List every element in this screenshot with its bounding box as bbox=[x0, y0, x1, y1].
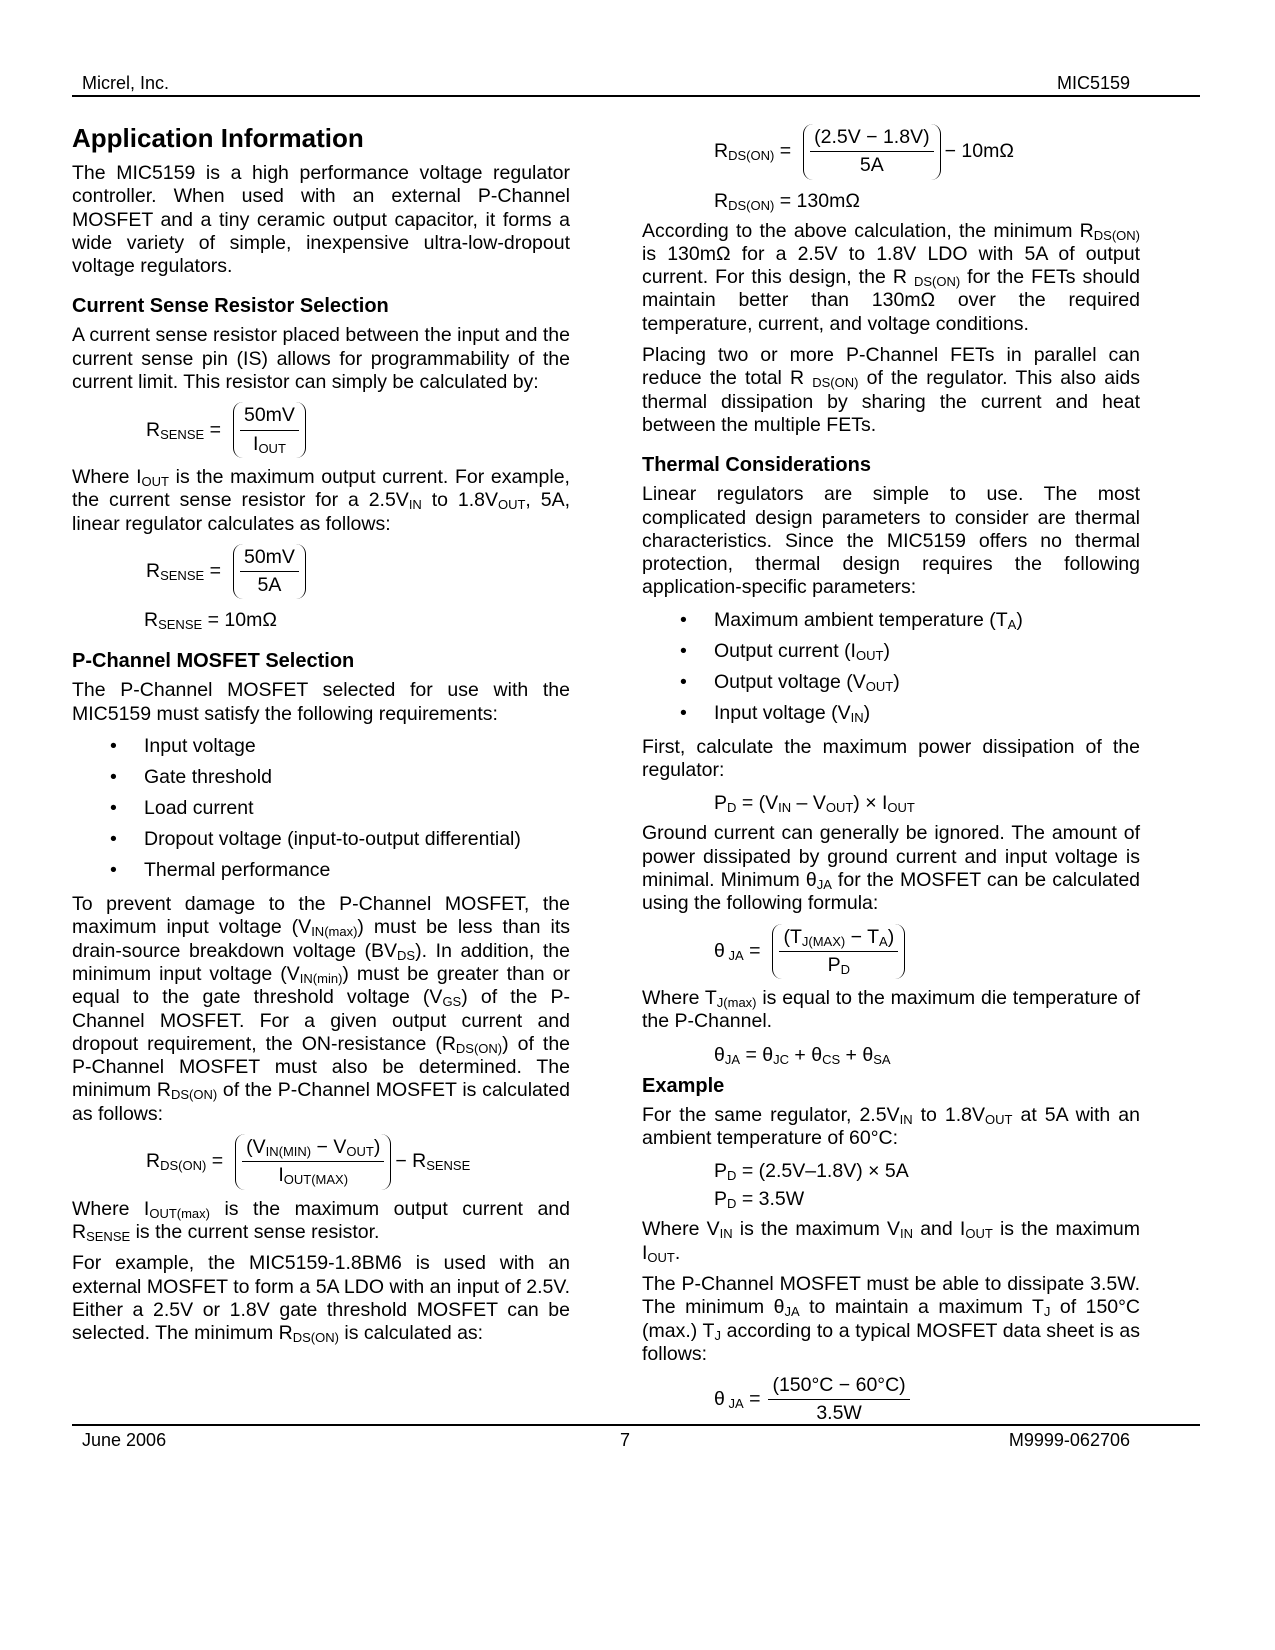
mosfet-requirements-list bbox=[72, 734, 570, 889]
rdson-result: $R_{DS(ON)} = 130m\Omega$ bbox=[714, 189, 860, 213]
theta-ja-formula: θ $_{JA}$ = $\frac{(T_{J(MAX)} - T_A)}{P_D}$ bbox=[642, 924, 1140, 980]
list-item: • Dropout voltage (input-to-output differential) bbox=[72, 827, 570, 858]
theta-sum-formula: $\theta_{JA} = \theta_{JC} + \theta_{CS} + \theta_{SA}$ bbox=[714, 1043, 891, 1067]
thermal-parameters-list bbox=[642, 608, 1140, 732]
header-company: Micrel, Inc. bbox=[82, 73, 170, 93]
example-para-3: The P-Channel MOSFET must be able to dissipate 3.5W. The minimum $\theta_{JA}$ to maintain a maximum $T_J$ of 150°C (max.) $T_J$ according to a typical MOSFET data sheet is as follows: bbox=[642, 1272, 1141, 1365]
header-part-number: MIC5159 bbox=[1056, 73, 1130, 93]
rdson-example-formula: $R_{DS(ON)}$ = $\frac{(2.5V - 1.8V)}{5A}$ − 10mΩ bbox=[642, 124, 1140, 180]
pd-formula: $P_D = (V_{IN} - V_{OUT}) \times I_{OUT}$ bbox=[714, 792, 915, 816]
footer-date: June 2006 bbox=[82, 1430, 167, 1450]
list-item: • Input voltage bbox=[72, 734, 570, 765]
list-item: • Output voltage $(V_{OUT})$ bbox=[642, 670, 1140, 701]
current-sense-para-2: Where $I_{OUT}$ is the maximum output current. For example, the current sense resistor for a $2.5V_{IN}$ to $1.8V_{OUT}$, 5A, linear regulator calculates as follows: bbox=[72, 465, 570, 535]
footer-doc-number: M9999-062706 bbox=[1008, 1430, 1130, 1450]
current-sense-para: A current sense resistor placed between the input and the current sense pin (IS) allows for programmability of the current limit. This resistor can simply be calculated by: bbox=[72, 324, 570, 394]
mosfet-para-2: To prevent damage to the P-Channel MOSFET, the maximum input voltage $(V_{IN(max)})$ must be less than its drain-source breakdown voltage $(BV_{DS})$. In addition, the minimum input voltage $(V_{IN(min)})$ must be greater than or equal to the gate threshold voltage $(V_{GS})$ of the P-Channel MOSFET. For a given output current and dropout requirement, the ON-resistance $(R_{DS(ON)})$ of the P-Channel MOSFET must also be determined. The minimum $R_{DS(ON)}$ of the P-Channel MOSFET is calculated as follows: bbox=[72, 893, 571, 1125]
rdson-explanation: According to the above calculation, the minimum $R_{DS(ON)}$ is 130mΩ for a 2.5V to 1.8V LDO with 5A of output current. For this design, the R $_{DS(ON)}$ for the FETs should maintain better than 130mΩ over the required temperature, current, and voltage conditions. bbox=[642, 219, 1141, 335]
rsense-example-formula: $R_{SENSE}$ = $\frac{50mV}{5A}$ bbox=[72, 544, 570, 600]
mosfet-para-4: For example, the MIC5159-1.8BM6 is used with an external MOSFET to form a 5A LDO with an input of 2.5V. Either a 2.5V or 1.8V gate threshold MOSFET can be selected. The minimum $R_{DS(ON)}$ is calculated as: bbox=[72, 1252, 570, 1346]
list-item: • Input voltage $(V_{IN})$ bbox=[642, 701, 1140, 732]
list-item: • Load current bbox=[72, 796, 570, 827]
tj-max-para: Where $T_{J(max)}$ is equal to the maximum die temperature of the P-Channel. bbox=[642, 987, 1140, 1033]
list-item: • Output current $(I_{OUT})$ bbox=[642, 639, 1140, 670]
example-heading: Example bbox=[642, 1074, 725, 1097]
ground-current-para: Ground current can generally be ignored. The amount of power dissipated by ground current and input voltage is minimal. Minimum $\theta_{JA}$ for the MOSFET can be calculated using the following formula: bbox=[642, 822, 1141, 915]
example-para: For the same regulator, $2.5V_{IN}$ to $1.8V_{OUT}$ at 5A with an ambient temperature of 60°C: bbox=[642, 1103, 1140, 1150]
right-column bbox=[642, 122, 1140, 1434]
rdson-formula: $R_{DS(ON)}$ = $\frac{(V_{IN(MIN)} - V_{OUT})}{I_{OUT(MAX)}}$ − $R_{SENSE}$ bbox=[72, 1134, 570, 1190]
rsense-formula: $R_{SENSE}$ = $\frac{50mV}{I_{OUT}}$ bbox=[72, 402, 570, 458]
example-para-2: Where $V_{IN}$ is the maximum $V_{IN}$ and $I_{OUT}$ is the maximum $I_{OUT}$. bbox=[642, 1218, 1141, 1265]
list-item: • Maximum ambient temperature $(T_A)$ bbox=[642, 608, 1140, 639]
footer-rule bbox=[72, 1424, 1200, 1426]
current-sense-heading: Current Sense Resistor Selection bbox=[72, 295, 389, 318]
mosfet-heading: P-Channel MOSFET Selection bbox=[72, 650, 355, 673]
page-title: Application Information bbox=[72, 123, 364, 153]
rsense-result: $R_{SENSE} = 10m\Omega$ bbox=[144, 609, 277, 633]
thermal-para: Linear regulators are simple to use. The most complicated design parameters to consider are thermal characteristics. Since the MIC5159 offers no thermal protection, thermal design requires the following application-specific parameters: bbox=[642, 483, 1140, 599]
page-number: 7 bbox=[620, 1430, 631, 1450]
theta-ja-example-formula: θ $_{JA}$ = $\frac{(150^\circ C - 60^\circ C)}{3.5W}$ bbox=[642, 1374, 1140, 1426]
power-dissipation-intro: First, calculate the maximum power dissipation of the regulator: bbox=[642, 735, 1140, 782]
mosfet-para: The P-Channel MOSFET selected for use with the MIC5159 must satisfy the following requirements: bbox=[72, 679, 570, 725]
parallel-fets-para: Placing two or more P-Channel FETs in parallel can reduce the total R $_{DS(ON)}$ of the regulator. This also aids thermal dissipation by sharing the current and heat between the multiple FETs. bbox=[642, 344, 1140, 436]
pd-example-line-2: $P_D = 3.5W$ bbox=[714, 1188, 805, 1212]
header-rule bbox=[72, 95, 1200, 97]
mosfet-para-3: Where $I_{OUT(max)}$ is the maximum output current and $R_{SENSE}$ is the current sense resistor. bbox=[72, 1197, 570, 1244]
thermal-heading: Thermal Considerations bbox=[642, 454, 871, 477]
left-column bbox=[72, 122, 570, 1353]
pd-example-line-1: $P_D = (2.5V-1.8V) \times 5A$ bbox=[714, 1160, 909, 1184]
list-item: • Gate threshold bbox=[72, 765, 570, 796]
intro-paragraph: The MIC5159 is a high performance voltage regulator controller. When used with an external P-Channel MOSFET and a tiny ceramic output capacitor, it forms a wide variety of simple, inexpensive ultra-low-dropout voltage regulators. bbox=[72, 162, 570, 278]
list-item: • Thermal performance bbox=[72, 858, 570, 889]
